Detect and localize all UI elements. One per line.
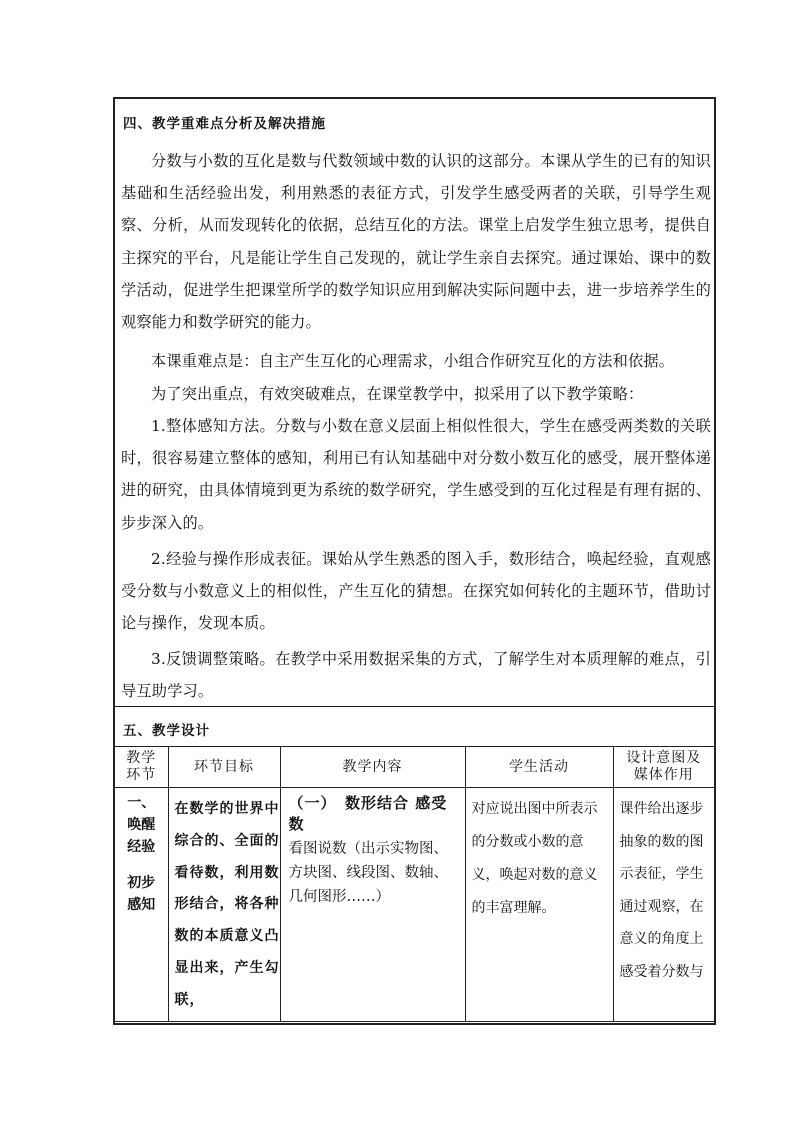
table-header-row <box>115 747 714 788</box>
teaching-design-table <box>115 747 714 1022</box>
stage-label-b: 初步感知 <box>127 875 156 913</box>
section-4-title: 四、教学重难点分析及解决措施 <box>123 116 326 132</box>
content-title: （一） 数形结合 感受数 <box>288 794 448 833</box>
header-intent: 设计意图及媒体作用 <box>613 747 714 788</box>
table-row <box>115 788 714 1022</box>
activity-cell: 对应说出图中所表示的分数或小数的意义，唤起对数的意义的丰富理解。 <box>465 788 613 1022</box>
paragraph-strategy-2: 2.经验与操作形成表征。课始从学生熟悉的图入手，数形结合，唤起经验，直观感受分数与小数意义上的相似性，产生互化的猜想。在探究如何转化的主题环节，借助讨论与操作，发现本质。 <box>121 550 711 633</box>
section-teaching-design <box>115 707 714 747</box>
header-stage: 教学环节 <box>115 747 168 788</box>
paragraph-strategy-3: 3.反馈调整策略。在教学中采用数据采集的方式，了解学生对本质理解的难点，引导互助学习。 <box>121 650 711 701</box>
content-cell <box>280 788 465 1022</box>
section-5-title: 五、教学设计 <box>123 723 210 739</box>
header-activity: 学生活动 <box>465 747 613 788</box>
header-content: 教学内容 <box>280 747 465 788</box>
content-body: 看图说数（出示实物图、方块图、线段图、数轴、几何图形……） <box>288 841 448 905</box>
header-goal: 环节目标 <box>168 747 280 788</box>
intent-cell: 课件给出逐步抽象的数的图示表征，学生通过观察，在意义的角度上感受着分数与 <box>613 788 714 1022</box>
stage-label-a: 一、唤醒经验 <box>127 795 156 855</box>
paragraph-strategy-1: 1.整体感知方法。分数与小数在意义层面上相似性很大，学生在感受两类数的关联时，很容易建立整体的感知，利用已有认知基础中对分数小数互化的感受，展开整体递进的研究，由具体情境到更为系统的数学研究，学生感受到的互化过程是有理有据的、步步深入的。 <box>121 417 711 532</box>
goal-cell: 在数学的世界中综合的、全面的看待数，利用数形结合，将各种数的本质意义凸显出来，产生勾联， <box>168 788 280 1022</box>
paragraph-overview: 分数与小数的互化是数与代数领域中数的认识的这部分。本课从学生的已有的知识基础和生活经验出发，利用熟悉的表征方式，引发学生感受两者的关联，引导学生观察、分析，从而发现转化的依据，总结互化的方法。课堂上启发学生独立思考，提供自主探究的平台，凡是能让学生自己发现的，就让学生亲自去探究。通过课始、课中的数学活动，促进学生把课堂所学的数学知识应用到解决实际问题中去，进一步培养学生的观察能力和数学研究的能力。 <box>121 152 711 332</box>
stage-cell <box>115 788 168 1022</box>
section-key-difficulties <box>115 99 714 707</box>
document-frame <box>113 97 716 1025</box>
paragraph-strategy-intro: 为了突出重点，有效突破难点，在课堂教学中，拟采用了以下教学策略： <box>151 385 644 403</box>
paragraph-key-points: 本课重难点是：自主产生互化的心理需求，小组合作研究互化的方法和依据。 <box>151 352 675 370</box>
